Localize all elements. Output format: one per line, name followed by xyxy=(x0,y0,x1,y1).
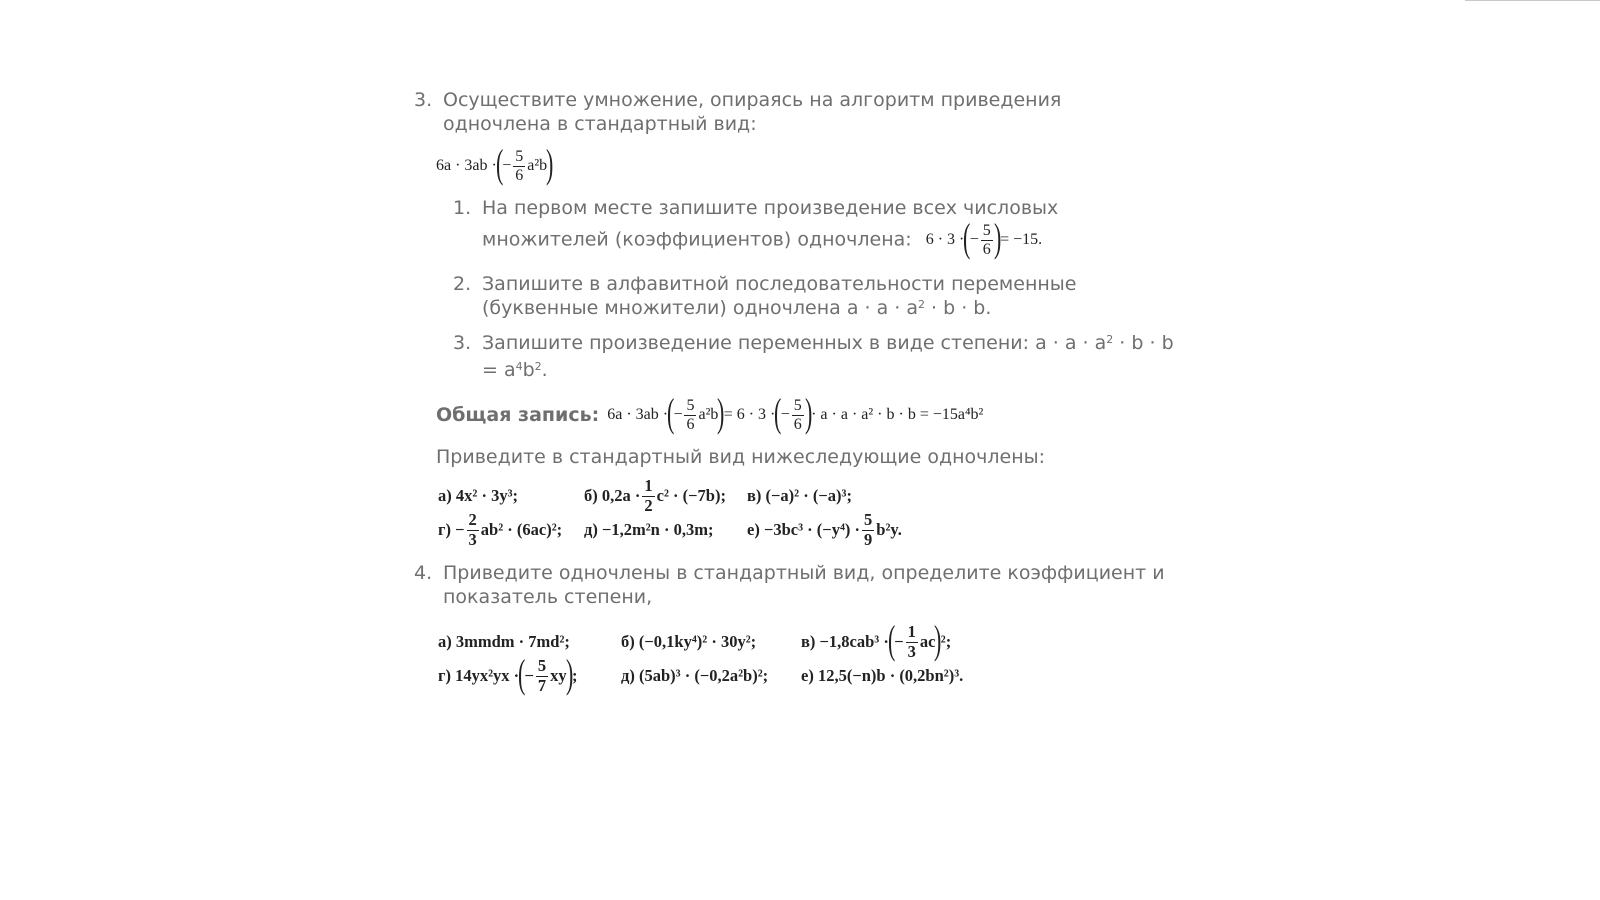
expr-text: 6a · 3ab · xyxy=(436,157,497,174)
exercise-title: Приведите в стандартный вид нижеследующие одночлены: xyxy=(436,446,1046,468)
task-number: 3. xyxy=(414,89,433,111)
exercise-row xyxy=(438,617,1174,662)
task-3-expression: 6a · 3ab · ( − $\frac{5}{6}$ a²b ) xyxy=(436,141,554,186)
step-math: 6 · 3 · ( − $\frac{5}{6}$ ) = −15. xyxy=(925,215,1043,260)
exercise-a: а) 3mmdm · 7md²; xyxy=(438,632,570,651)
exercise-b: б) (−0,1ky⁴)² · 30y²; xyxy=(621,632,757,651)
general-record xyxy=(436,390,1174,437)
exercise-d: д) (5ab)³ · (−0,2a²b)²; xyxy=(621,666,769,685)
exercise-row xyxy=(438,651,1174,696)
document-page xyxy=(414,88,1174,696)
superscript: 2 xyxy=(918,298,925,311)
step-number: 1. xyxy=(453,197,472,219)
exercise-g: г) − $\frac{2}{3}$ ab² · (6ac)²; xyxy=(438,510,563,549)
expr-text: a²b xyxy=(527,157,548,174)
expr-minus: − xyxy=(502,157,512,174)
step-1 xyxy=(453,196,1174,260)
step-text-end: · b · b. xyxy=(925,297,992,319)
task-number: 4. xyxy=(414,562,433,584)
task-3 xyxy=(414,88,1174,136)
fraction: $\frac{5}{6}$ xyxy=(515,147,524,184)
exercise-block-4 xyxy=(438,617,1174,696)
task-text: Приведите одночлены в стандартный вид, определите коэффициент и показатель степени, xyxy=(443,562,1165,608)
exercise-row xyxy=(438,510,1174,549)
step-2 xyxy=(453,272,1174,323)
general-math: 6a · 3ab · ( − $\frac{5}{6}$ a²b ) = 6 · 3 · ( − $\frac{5}{6}$ ) · a · a · a² · b · b = −15a⁴b² xyxy=(607,390,984,435)
step-text: Запишите в алфавитной последовательности переменные (буквенные множители) одночлена a · a · a xyxy=(482,273,1077,319)
exercise-row xyxy=(438,476,1174,515)
step-text: На первом месте запишите произведение всех числовых множителей (коэффициентов) одночлена: xyxy=(482,197,1059,251)
exercise-a: а) 4x² · 3y³; xyxy=(438,486,519,505)
task-4 xyxy=(414,561,1174,609)
top-edge-line xyxy=(1465,0,1600,1)
exercise-e: е) 12,5(−n)b · (0,2bn²)³. xyxy=(801,666,964,685)
exercise-e: е) −3bc³ · (−y⁴) · $\frac{5}{9}$ b²y. xyxy=(747,510,902,549)
exercise-b: б) 0,2a · $\frac{1}{2}$ c² · (−7b); xyxy=(584,476,726,515)
exercise-v: в) −1,8cab³ · ( − $\frac{1}{3}$ ac ) ²; xyxy=(801,617,952,662)
general-label: Общая запись: xyxy=(436,404,600,426)
exercise-d: д) −1,2m²n · 0,3m; xyxy=(584,520,714,539)
step-number: 3. xyxy=(453,332,472,354)
steps-list xyxy=(453,196,1174,385)
step-number: 2. xyxy=(453,273,472,295)
step-3: 3. Запишите произведение переменных в виде степени: $a \cdot a \cdot a^2 \cdot b \cdot b = a^4b^2$. xyxy=(453,331,1174,385)
exercise-g: г) 14yx²yx · ( − $\frac{5}{7}$ xy ) ; xyxy=(438,651,578,696)
exercise-v: в) (−a)² · (−a)³; xyxy=(747,486,852,505)
exercise-block-3 xyxy=(438,476,1174,549)
task-text: Осуществите умножение, опираясь на алгоритм приведения одночлена в стандартный вид: xyxy=(443,89,1062,135)
